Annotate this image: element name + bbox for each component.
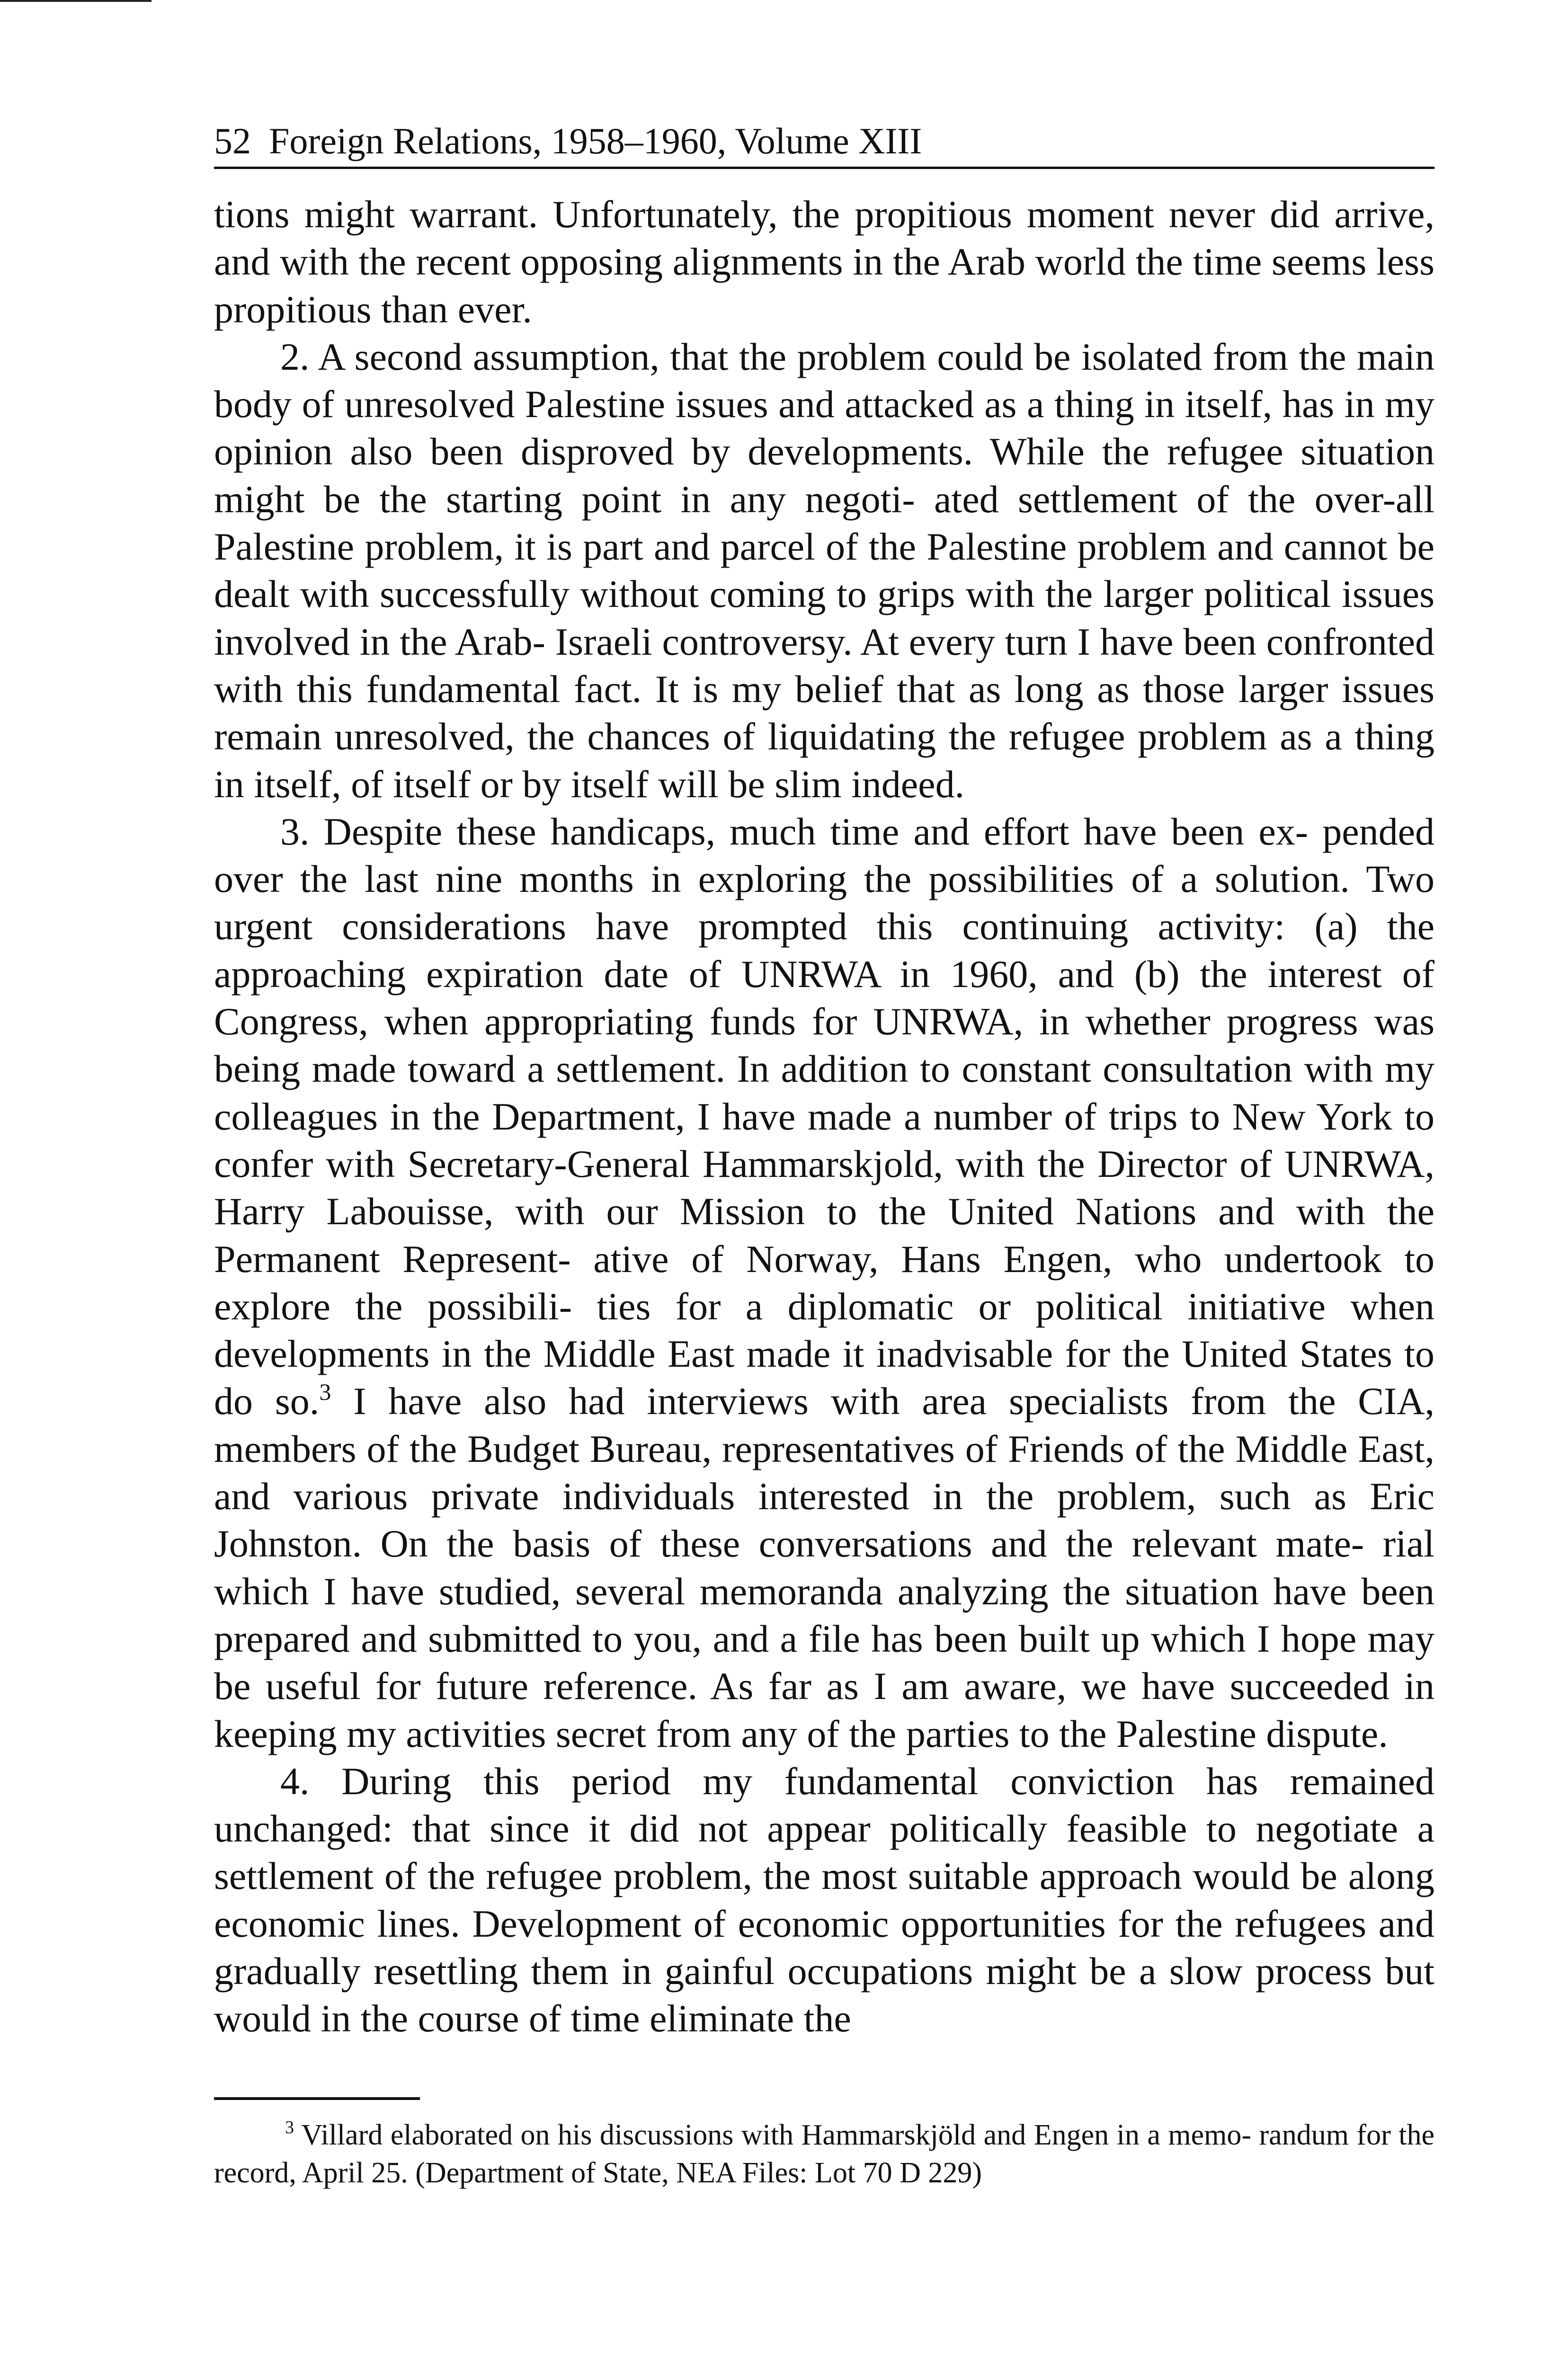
footnote xyxy=(214,2116,1434,2192)
footnote-reference: 3 xyxy=(319,1379,331,1406)
paragraph-3-text-part2: I have also had interviews with area specialists from the CIA, members of the Budget Bureau, representatives of Friends of the Middle East, and various private individuals interested in the problem, such as Eric Johnston. On the basis of these conversations and the relevant mate- rial which I have studied, several memoranda analyzing the situation have been prepared and submitted to you, and a file has been built up which I hope may be useful for future reference. As far as I am aware, we have succeeded in keeping my activities secret from any of the parties to the Palestine dispute. xyxy=(214,1379,1434,1755)
paragraph-3-text-part1: 3. Despite these handicaps, much time and effort have been ex- pended over the last nine months in exploring the possibilities of a solution. Two urgent considerations have prompted this continuing activity: (a) the approaching expiration date of UNRWA in 1960, and (b) the interest of Congress, when appropriating funds for UNRWA, in whether progress was being made toward a settlement. In addition to constant consultation with my colleagues in the Department, I have made a number of trips to New York to confer with Secretary-General Hammarskjold, with the Director of UNRWA, Harry Labouisse, with our Mission to the United Nations and with the Permanent Represent- ative of Norway, Hans Engen, who undertook to explore the possibili- ties for a diplomatic or political initiative when developments in the Middle East made it inadvisable for the United States to do so. xyxy=(214,810,1434,1423)
paragraph-4: 4. During this period my fundamental conviction has remained unchanged: that since it did not appear politically feasible to negotiate a settlement of the refugee problem, the most suitable approach would be along economic lines. Development of economic opportunities for the refugees and gradually resettling them in gainful occupations might be a slow process but would in the course of time eliminate the xyxy=(214,1759,1434,2040)
volume-title: Foreign Relations, 1958–1960, Volume XIII xyxy=(269,120,922,161)
paragraph-continuation: tions might warrant. Unfortunately, the propitious moment never did arrive, and with the recent opposing alignments in the Arab world the time seems less propitious than ever. xyxy=(214,193,1434,331)
running-header xyxy=(214,118,1434,169)
paragraph-3 xyxy=(214,808,1434,1758)
page-number: 52 xyxy=(214,120,251,161)
scan-edge-rule xyxy=(0,0,151,2)
footnote-divider xyxy=(214,2097,420,2100)
document-page xyxy=(214,118,1434,2192)
paragraph-2: 2. A second assumption, that the problem could be isolated from the main body of unresolved Palestine issues and attacked as a thing in itself, has in my opinion also been disproved by developments. While the refugee situation might be the starting point in any negoti- ated settlement of the over-all Palestine problem, it is part and parcel of the Palestine problem and cannot be dealt with successfully without coming to grips with the larger political issues involved in the Arab- Israeli controversy. At every turn I have been confronted with this fundamental fact. It is my belief that as long as those larger issues remain unresolved, the chances of liquidating the refugee problem as a thing in itself, of itself or by itself will be slim indeed. xyxy=(214,335,1434,806)
body-text xyxy=(214,191,1434,2043)
footnote-text: Villard elaborated on his discussions with Hammarskjöld and Engen in a memo- randum for the record, April 25. (Department of State, NEA Files: Lot 70 D 229) xyxy=(214,2118,1434,2189)
footnote-marker: 3 xyxy=(285,2117,294,2137)
